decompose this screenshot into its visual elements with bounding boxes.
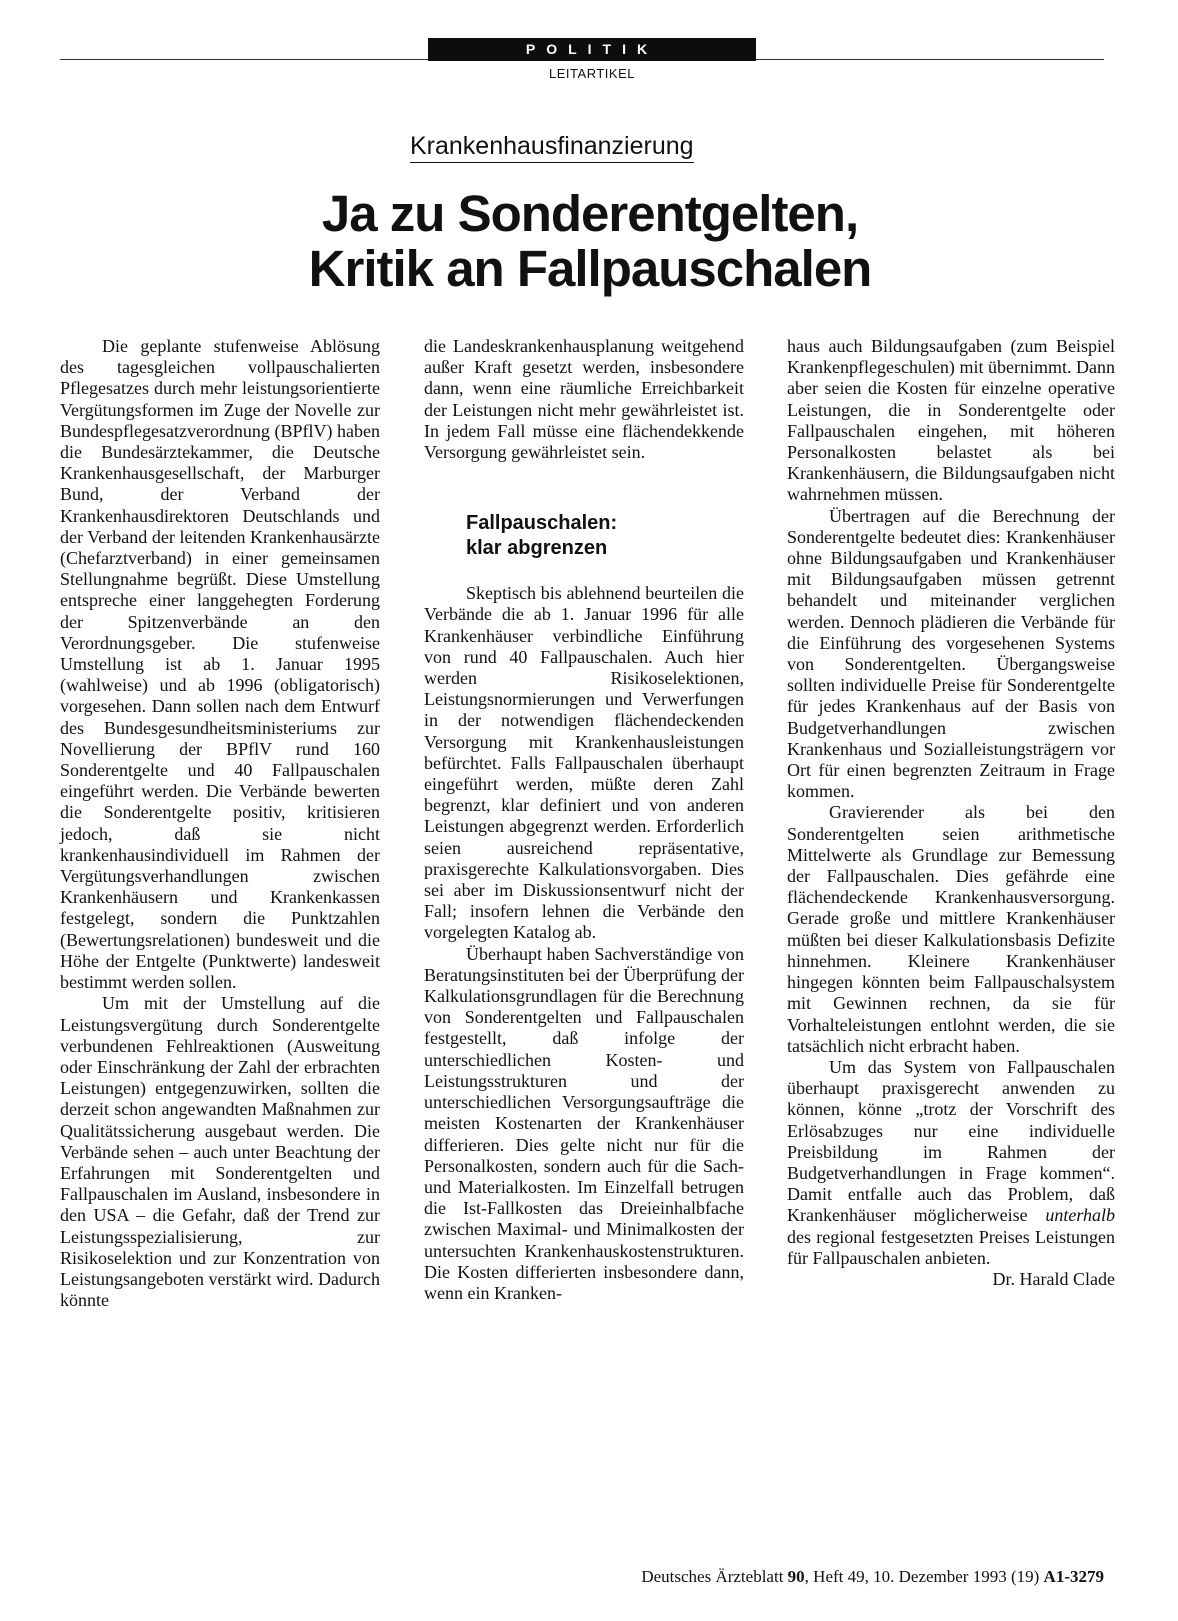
text-column-1 [60,336,380,1311]
journal-name: Deutsches Ärzteblatt [641,1567,788,1586]
paragraph-text: Um das System von Fallpauschalen überhaupt praxisgerecht anwenden zu können, könne „trotz der Vorschrift des Erlösabzuges nur eine individuelle Preisbildung im Rahmen der Budgetverhandlungen in Frage kommen“. Damit entfalle auch das Problem, daß Krankenhäuser möglicherweise [787,1056,1115,1226]
article-headline [120,186,1060,296]
paragraph: Übertragen auf die Berechnung der Sonderentgelte bedeutet dies: Krankenhäuser ohne Bildungsaufgaben und Krankenhäuser mit Bildungsaufgaben müssen getrennt behandelt und miteinander verglichen werden. Dennoch plädieren die Verbände für die Einführung des vorgesehenen Systems von Sonderentgelten. Übergangsweise sollten individuelle Preise für Sonderentgelte für jedes Krankenhaus auf der Basis von Budgetverhandlungen zwischen Krankenhaus und Sozialleistungsträgern vor Ort für einen begrenzten Zeitraum in Frage kommen. [787,505,1115,802]
text-column-2 [424,336,744,1304]
headline-line-2: Kritik an Fallpauschalen [308,240,872,297]
page-footer [641,1567,1104,1587]
paragraph: Skeptisch bis ablehnend beurteilen die Verbände die ab 1. Januar 1996 für alle Krankenhäuser verbindliche Einführung von rund 40 Fallpauschalen. Auch hier werden Risikoselektionen, Leistungsnormierungen und Verwerfungen in der notwendigen flächendeckenden Versorgung mit Krankenhausleistungen befürchtet. Falls Fallpauschalen überhaupt eingeführt werden, müßte deren Zahl begrenzt, klar definiert und von anderen Leistungen abgegrenzt werden. Erforderlich seien ausreichend repräsentative, praxisgerechte Kalkulationsvorgaben. Dies sei aber im Diskussionsentwurf nicht der Fall; insofern lehnen die Verbände den vorgelegten Katalog ab. [424,583,744,943]
paragraph: haus auch Bildungsaufgaben (zum Beispiel Krankenpflegeschulen) mit übernimmt. Dann aber seien die Kosten für einzelne operative Leistungen, die in Sonderentgelte oder Fallpauschalen eingehen, mit höheren Personalkosten belastet als bei Krankenhäusern, die Bildungsaufgaben nicht wahrnehmen müssen. [787,336,1115,505]
subheading-line-1: Fallpauschalen: [466,512,618,535]
section-label: POLITIK [428,38,756,61]
headline-line-1: Ja zu Sonderentgelten, [321,185,859,242]
paragraph: Um mit der Umstellung auf die Leistungsvergütung durch Sonderentgelte verbundenen Fehlreaktionen (Ausweitung oder Einschränkung der Zahl der erbrachten Leistungen) entgegenzuwirken, sollten die derzeit schon angewandten Maßnahmen zur Qualitätssicherung ausgebaut werden. Die Verbände sehen – auch unter Beachtung der Erfahrungen mit Sonderentgelten und Fallpauschalen im Ausland, insbesondere in den USA – die Gefahr, daß der Trend zur Leistungsspezialisierung, zur Risikoselektion und zur Konzentration von Leistungsangeboten verstärkt wird. Dadurch könnte [60,993,380,1311]
page-number: A1-3279 [1043,1567,1104,1586]
paragraph: Überhaupt haben Sachverständige von Beratungsinstituten bei der Überprüfung der Kalkulationsgrundlagen für die Berechnung von Sonderentgelten und Fallpauschalen festgestellt, daß infolge der unterschiedlichen Kosten- und Leistungsstrukturen und der unterschiedlichen Versorgungsaufträge die meisten Kostenarten der Krankenhäuser differieren. Dies gelte nicht nur für die Personalkosten, sondern auch für die Sach- und Materialkosten. Im Einzelfall betrugen die Ist-Fallkosten das Dreieinhalbfache zwischen Maximal- und Minimalkosten der untersuchten Krankenhauskostenstrukturen. Die Kosten differierten insbesondere dann, wenn ein Kranken- [424,943,744,1303]
rubric-label: LEITARTIKEL [549,66,635,81]
issue-date: , Heft 49, 10. Dezember 1993 (19) [804,1567,1044,1586]
paragraph: Gravierender als bei den Sonderentgelten seien arithmetische Mittelwerte als Grundlage zur Bemessung der Fallpauschalen. Dies gefährde eine flächendeckende Krankenhausversorgung. Gerade große und mittlere Krankenhäuser müßten bei dieser Kalkulationsbasis Defizite hinnehmen. Kleinere Krankenhäuser hingegen könnten beim Fallpauschalsystem mit Gewinnen rechnen, da sie für Vorhalteleistungen entlohnt werden, die sie tatsächlich nicht erbracht haben. [787,802,1115,1056]
author-signature: Dr. Harald Clade [992,1268,1115,1289]
paragraph: die Landeskrankenhausplanung weitgehend außer Kraft gesetzt werden, insbesondere dann, wenn eine räumliche Erreichbarkeit der Leistungen nicht mehr gewährleistet ist. In jedem Fall müsse eine flächendekkende Versorgung gewährleistet sein. [424,336,744,463]
paragraph [787,1057,1115,1269]
article-kicker: Krankenhausfinanzierung [410,132,694,163]
text-column-3 [787,336,1115,1290]
article-subheading [466,511,744,561]
emphasis: unterhalb [1045,1205,1115,1226]
subheading-line-2: klar abgrenzen [466,537,608,560]
volume-number: 90 [787,1567,805,1586]
paragraph: Die geplante stufenweise Ablösung des tagesgleichen vollpauschalierten Pflegesatzes durch mehr leistungsorientierte Vergütungsformen im Zuge der Novelle zur Bundespflegesatzverordnung (BPflV) haben die Bundesärztekammer, die Deutsche Krankenhausgesellschaft, der Marburger Bund, der Verband der Krankenhausdirektoren Deutschlands und der Verband der leitenden Krankenhausärzte (Chefarztverband) in einer gemeinsamen Stellungnahme begrüßt. Diese Umstellung entspreche einer langgehegten Forderung der Spitzenverbände an den Verordnungsgeber. Die stufenweise Umstellung ist ab 1. Januar 1995 (wahlweise) und ab 1996 (obligatorisch) vorgesehen. Dann sollen nach dem Entwurf des Bundesgesundheitsministeriums zur Novellierung der BPflV rund 160 Sonderentgelte und 40 Fallpauschalen eingeführt werden. Die Verbände bewerten die Sonderentgelte positiv, kritisieren jedoch, daß sie nicht krankenhausindividuell im Rahmen der Vergütungsverhandlungen zwischen Krankenhäusern und Krankenkassen festgelegt, sondern die Punktzahlen (Bewertungsrelationen) bundesweit und die Höhe der Entgelte (Punktwerte) landesweit bestimmt werden sollen. [60,336,380,993]
paragraph-text: des regional festgesetzten Preises Leistungen für Fallpauschalen anbieten. [787,1226,1115,1268]
